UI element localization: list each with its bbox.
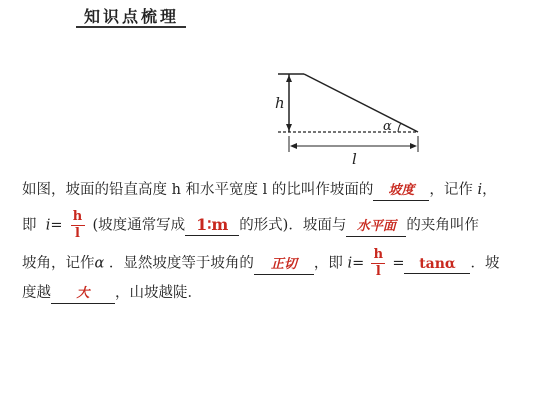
text-segment: ，山坡越陡． bbox=[115, 285, 202, 301]
answer-blank-tan bbox=[404, 255, 470, 274]
symbol-i: i bbox=[45, 217, 51, 234]
answer-text: 水平面 bbox=[356, 218, 396, 234]
text-segment: (坡度通常写成 bbox=[92, 217, 186, 234]
fraction-numerator: h bbox=[72, 209, 83, 224]
slope-diagram bbox=[266, 60, 446, 170]
answer-blank-slope bbox=[373, 181, 429, 201]
title-underline bbox=[76, 26, 186, 28]
equals-sign: = bbox=[50, 217, 63, 234]
text-segment: ，记作 bbox=[429, 182, 473, 198]
text-segment: 的夹角叫作 bbox=[406, 217, 479, 234]
label-alpha: α bbox=[383, 119, 392, 134]
symbol-i: i bbox=[477, 182, 483, 198]
text-segment: 如图，坡面的铅直高度 h 和水平宽度 l 的比叫作坡面的 bbox=[22, 182, 374, 198]
text-segment: ．显然坡度等于坡角的 bbox=[108, 255, 254, 272]
text-segment: ， bbox=[482, 182, 497, 198]
label-l: l bbox=[352, 150, 357, 168]
text-line-1 bbox=[22, 180, 497, 201]
h-arrow-down bbox=[286, 124, 292, 131]
fraction-h-over-l-2 bbox=[371, 248, 385, 279]
equals-sign: = bbox=[392, 255, 405, 272]
text-segment: ．坡 bbox=[470, 255, 500, 272]
text-segment: 即 bbox=[22, 217, 37, 234]
fraction-denominator: l bbox=[75, 226, 80, 241]
text-segment: 的形式)．坡面与 bbox=[239, 217, 347, 234]
answer-text: 坡度 bbox=[388, 183, 415, 198]
text-segment: ，即 bbox=[313, 255, 343, 272]
answer-blank-ratio bbox=[185, 216, 239, 236]
answer-blank-fraction-2 bbox=[364, 248, 392, 279]
section-header bbox=[84, 4, 179, 27]
symbol-i: i bbox=[347, 255, 353, 272]
answer-blank-tangent bbox=[254, 255, 314, 275]
h-arrow-up bbox=[286, 75, 292, 82]
equals-sign: = bbox=[352, 255, 365, 272]
text-line-2 bbox=[22, 210, 479, 241]
label-h: h bbox=[275, 94, 285, 112]
symbol-alpha: α bbox=[94, 255, 105, 272]
fraction-denominator: l bbox=[375, 264, 381, 279]
answer-text: 大 bbox=[76, 286, 90, 301]
l-arrow-left bbox=[290, 143, 297, 149]
text-segment: 度越 bbox=[22, 285, 51, 301]
answer-text: 1∶m bbox=[196, 214, 229, 234]
answer-text: tanα bbox=[419, 255, 456, 272]
text-line-3 bbox=[22, 248, 499, 279]
fraction-h-over-l bbox=[71, 210, 85, 241]
answer-blank-big bbox=[51, 284, 115, 304]
answer-blank-horizontal bbox=[346, 217, 406, 237]
text-line-4 bbox=[22, 283, 202, 304]
answer-text: 正切 bbox=[270, 256, 297, 272]
answer-blank-fraction bbox=[63, 210, 93, 241]
text-segment: 坡角，记作 bbox=[22, 255, 95, 272]
fraction-numerator: h bbox=[373, 247, 384, 262]
l-arrow-right bbox=[410, 143, 417, 149]
section-title: 知识点梳理 bbox=[84, 7, 180, 26]
angle-arc bbox=[398, 123, 401, 132]
